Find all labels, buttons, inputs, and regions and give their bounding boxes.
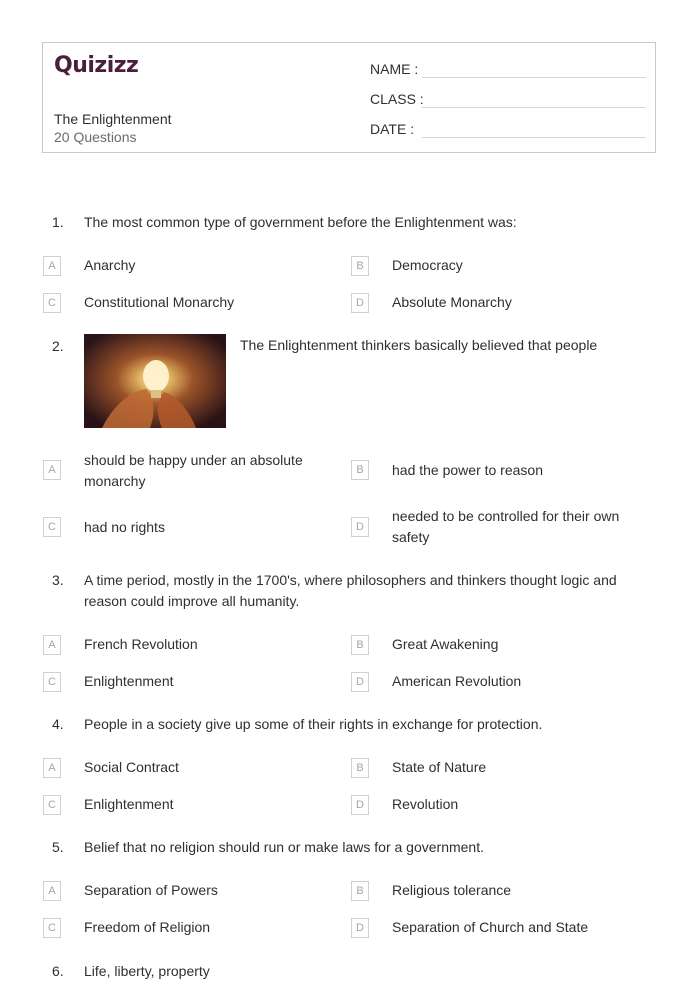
option-letter-c: C xyxy=(43,517,61,537)
option-text: Constitutional Monarchy xyxy=(84,294,235,310)
option-letter-d: D xyxy=(351,795,369,815)
question-number: 4. xyxy=(52,716,64,732)
option-text: Social Contract xyxy=(84,759,179,775)
date-line xyxy=(422,137,646,138)
option-letter-a: A xyxy=(43,460,61,480)
question-count: 20 Questions xyxy=(54,129,137,145)
option-letter-d: D xyxy=(351,918,369,938)
question-text: The Enlightenment thinkers basically believed that people xyxy=(240,337,598,353)
option-letter-b: B xyxy=(351,635,369,655)
option-letter-c: C xyxy=(43,918,61,938)
question-number: 5. xyxy=(52,839,64,855)
option-text: Separation of Powers xyxy=(84,882,218,898)
option-text: should be happy under an absolute monarchy xyxy=(84,452,303,489)
date-label: DATE : xyxy=(370,121,415,137)
worksheet-header xyxy=(42,42,656,153)
option-letter-c: C xyxy=(43,672,61,692)
question-number: 6. xyxy=(52,963,64,979)
option-letter-a: A xyxy=(43,881,61,901)
option-text: Religious tolerance xyxy=(392,882,512,898)
option-text: Freedom of Religion xyxy=(84,919,211,935)
question-text: People in a society give up some of their rights in exchange for protection. xyxy=(84,716,543,732)
quizizz-logo: Quizizz xyxy=(54,53,139,78)
option-text: needed to be controlled for their own safety xyxy=(392,508,620,545)
light-bulb-image xyxy=(84,334,226,428)
option-text: Anarchy xyxy=(84,257,136,273)
option-text: had the power to reason xyxy=(392,462,543,478)
option-letter-a: A xyxy=(43,256,61,276)
option-text: American Revolution xyxy=(392,673,522,689)
option-text: Great Awakening xyxy=(392,636,499,652)
option-letter-d: D xyxy=(351,517,369,537)
option-letter-c: C xyxy=(43,293,61,313)
option-text: Separation of Church and State xyxy=(392,919,589,935)
class-line xyxy=(422,107,646,108)
option-letter-a: A xyxy=(43,758,61,778)
option-letter-d: D xyxy=(351,293,369,313)
option-letter-b: B xyxy=(351,460,369,480)
class-label: CLASS : xyxy=(370,91,424,107)
option-text: State of Nature xyxy=(392,759,487,775)
option-letter-c: C xyxy=(43,795,61,815)
option-letter-d: D xyxy=(351,672,369,692)
question-text: The most common type of government before the Enlightenment was: xyxy=(84,214,517,230)
question-text: Life, liberty, property xyxy=(84,963,210,979)
option-text: Democracy xyxy=(392,257,463,273)
option-text: Enlightenment xyxy=(84,796,174,812)
question-3 xyxy=(52,570,652,612)
worksheet-title: The Enlightenment xyxy=(54,111,172,127)
name-label: NAME : xyxy=(370,61,419,77)
option-text: French Revolution xyxy=(84,636,198,652)
option-letter-a: A xyxy=(43,635,61,655)
question-number: 1. xyxy=(52,214,64,230)
question-text: A time period, mostly in the 1700's, where philosophers and thinkers thought logic and reason could improve all humanity. xyxy=(84,572,617,609)
name-line xyxy=(422,77,646,78)
question-number: 2. xyxy=(52,338,64,354)
option-text: Revolution xyxy=(392,796,459,812)
option-letter-b: B xyxy=(351,881,369,901)
question-number: 3. xyxy=(52,572,64,588)
option-text: Absolute Monarchy xyxy=(392,294,512,310)
option-letter-b: B xyxy=(351,256,369,276)
option-text: Enlightenment xyxy=(84,673,174,689)
question-text: Belief that no religion should run or make laws for a government. xyxy=(84,839,484,855)
option-text: had no rights xyxy=(84,519,165,535)
option-letter-b: B xyxy=(351,758,369,778)
